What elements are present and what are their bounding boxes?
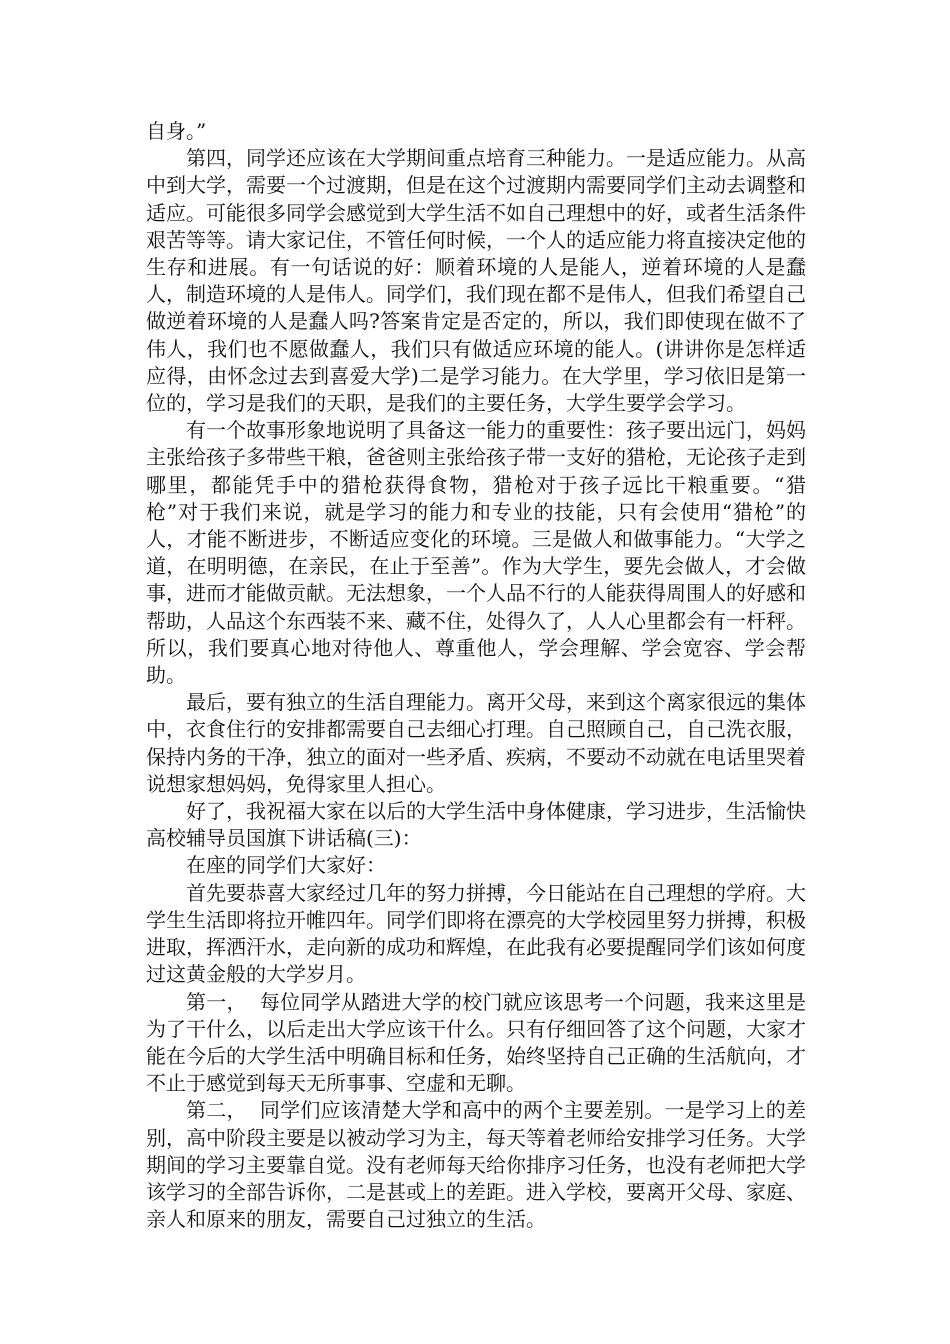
paragraph-hunting-rifle-story: 有一个故事形象地说明了具备这一能力的重要性：孩子要出远门，妈妈主张给孩子多带些干粮，爸爸则主张给孩子带一支好的猎枪，无论孩子走到哪里，都能凭手中的猎枪获得食物，猎枪对于孩子远比干粮重要。“猎枪”对于我们来说，就是学习的能力和专业的技能，只有会使用“猎枪”的人，才能不断进步，不断适应变化的环境。三是做人和做事能力。“大学之道，在明明德，在亲民，在止于至善”。作为大学生，要先会做人，才会做事，进而才能做贡献。无法想象，一个人品不行的人能获得周围人的好感和帮助，人品这个东西装不来、藏不住，处得久了，人人心里都会有一杆秤。所以，我们要真心地对待他人、尊重他人，学会理解、学会宽容、学会帮助。 bbox=[146, 418, 806, 688]
document-body bbox=[146, 118, 846, 1233]
paragraph-greeting: 在座的同学们大家好： bbox=[186, 853, 386, 878]
paragraph-continuation: 自身。” bbox=[146, 119, 207, 143]
paragraph-closing-wishes: 好了，我祝福大家在以后的大学生活中身体健康，学习进步，生活愉快 高校辅导员国旗下讲话稿(三)： bbox=[146, 799, 846, 851]
paragraph-congratulations: 首先要恭喜大家经过几年的努力拼搏，今日能站在自己理想的学府。大学生生活即将拉开帷四年。同学们即将在漂亮的大学校园里努力拼搏，积极进取，挥洒汗水，走向新的成功和辉煌，在此我有必要提醒同学们该如何度过这黄金般的大学岁月。 bbox=[146, 880, 806, 987]
paragraph-second-point: 第二， 同学们应该清楚大学和高中的两个主要差别。一是学习上的差别，高中阶段主要是以被动学习为主，每天等着老师给安排学习任务。大学期间的学习主要靠自觉。没有老师每天给你排序习任务，也没有老师把大学该学习的全部告诉你，二是甚或上的差距。进入学校，要离开父母、家庭、亲人和原来的朋友，需要自己过独立的生活。 bbox=[146, 1098, 806, 1232]
paragraph-fourth-ability: 第四，同学还应该在大学期间重点培育三种能力。一是适应能力。从高中到大学，需要一个过渡期，但是在这个过渡期内需要同学们主动去调整和适应。可能很多同学会感觉到大学生活不如自己理想中的好，或者生活条件艰苦等等。请大家记住，不管任何时候，一个人的适应能力将直接决定他的生存和进展。有一句话说的好：顺着环境的人是能人，逆着环境的人是蠢人，制造环境的人是伟人。同学们，我们现在都不是伟人，但我们希望自己做逆着环境的人是蠢人吗?答案肯定是否定的，所以，我们即使现在做不了伟人，我们也不愿做蠢人，我们只有做适应环境的能人。(讲讲你是怎样适应得，由怀念过去到喜爱大学)二是学习能力。在大学里，学习依旧是第一位的，学习是我们的天职，是我们的主要任务，大学生要学会学习。 bbox=[146, 146, 806, 416]
paragraph-self-care: 最后，要有独立的生活自理能力。离开父母，来到这个离家很远的集体中，衣食住行的安排都需要自己去细心打理。自己照顾自己，自己洗衣服，保持内务的干净，独立的面对一些矛盾、疾病，不要动不动就在电话里哭着说想家想妈妈，免得家里人担心。 bbox=[146, 690, 806, 796]
paragraph-first-point: 第一， 每位同学从踏进大学的校门就应该思考一个问题，我来这里是为了干什么，以后走出大学应该干什么。只有仔细回答了这个问题，大家才能在今后的大学生活中明确目标和任务，始终坚持自己正确的生活航向，才不止于感觉到每天无所事事、空虚和无聊。 bbox=[146, 989, 806, 1096]
